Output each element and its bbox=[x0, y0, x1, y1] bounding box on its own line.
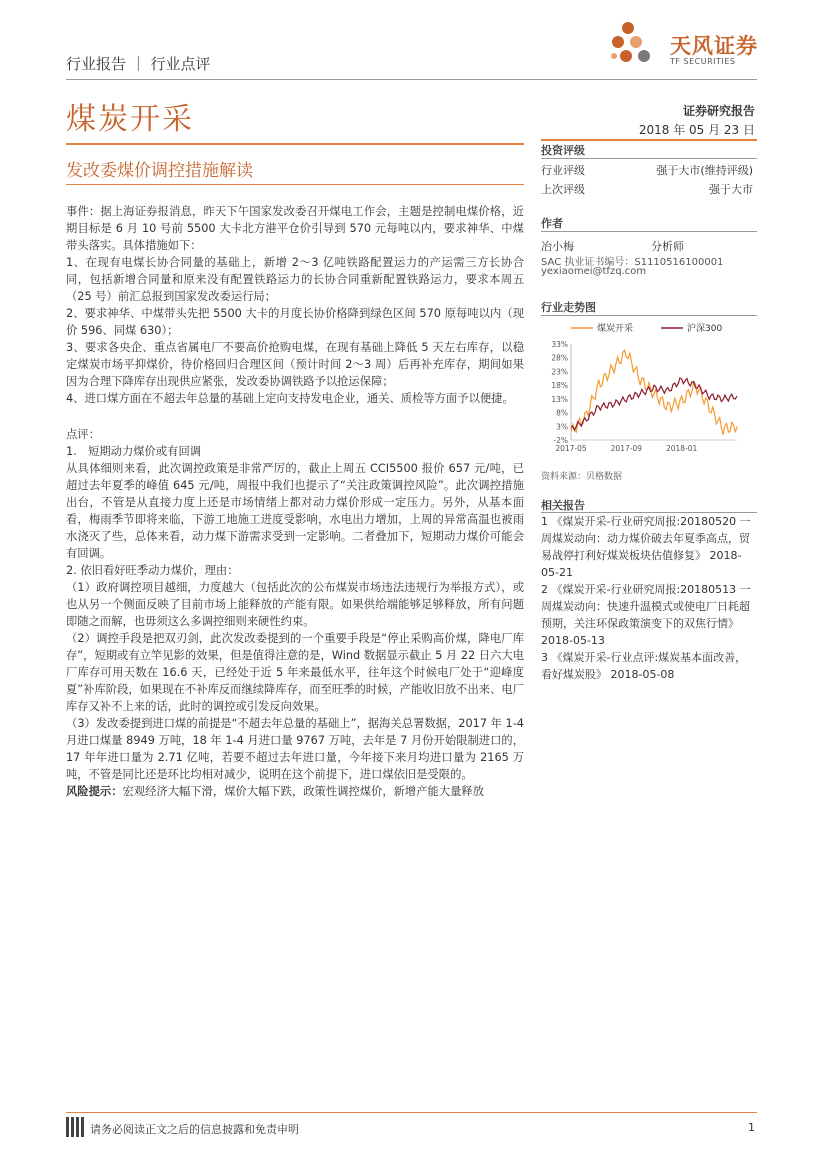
risk-label: 风险提示： bbox=[66, 785, 123, 798]
y-tick-label: 28% bbox=[551, 353, 568, 363]
point-1-text: 从具体细则来看，此次调控政策是非常严厉的，截止上周五 CCI5500 报价 657 元/吨，已超过去年夏季的峰值 645 元/吨，周报中我们也提示了“关注政策调控风险”。此次调控措施出台，不管是从直接力度上还是市场情绪上都对动力煤价形成一定压力。另外，从基本面看，梅雨季节即将来临，下游工地施工进度受影响，水电出力增加，上周的异常高温也被雨水浇灭了些，总体来看，动力煤下游需求受到一定影响。二者叠加下，短期动力煤价可能会有回调。 bbox=[66, 462, 524, 560]
author-divider bbox=[541, 231, 757, 232]
y-tick-label: 3% bbox=[556, 422, 568, 432]
report-date: 2018 年 05 月 23 日 bbox=[638, 123, 755, 137]
page-title: 煤炭开采 bbox=[66, 102, 194, 137]
prev-rating-row bbox=[541, 181, 753, 197]
qr-code-icon bbox=[66, 1117, 86, 1137]
subtitle-divider bbox=[66, 184, 524, 185]
risk-text: 宏观经济大幅下滑，煤价大幅下跌，政策性调控煤价，新增产能大量释放 bbox=[122, 785, 485, 798]
y-tick-label: 13% bbox=[551, 394, 568, 404]
doc-type: 行业报告 ｜ 行业点评 bbox=[66, 55, 211, 73]
prev-rating-value: 强于大市 bbox=[709, 183, 753, 196]
measure-2: 2、要求神华、中煤带头先把 5500 大卡的月度长协价格降到绿色区间 570 原每吨以内（现价 596、同煤 630）； bbox=[66, 307, 524, 337]
y-tick-label: 23% bbox=[551, 367, 568, 377]
trend-heading: 行业走势图 bbox=[541, 301, 596, 314]
x-tick-label: 2017-09 bbox=[610, 444, 643, 453]
measure-4: 4、进口煤方面在不超去年总量的基础上定向支持发电企业，通关、质检等方面予以便捷。 bbox=[66, 392, 514, 405]
header-divider bbox=[66, 79, 757, 80]
point-1-heading: 1. 短期动力煤价或有回调 bbox=[66, 445, 202, 458]
related-item[interactable]: 2 《煤炭开采-行业研究周报:20180513 一周煤炭动向：快速升温模式或使电厂日耗超预期，关注环保政策演变下的双焦行情》 2018-05-13 bbox=[541, 583, 751, 647]
rating-heading: 投资评级 bbox=[541, 144, 585, 157]
author-email[interactable]: yexiaomei@tfzq.com bbox=[541, 266, 647, 277]
related-heading: 相关报告 bbox=[541, 499, 585, 512]
rating-row bbox=[541, 162, 753, 178]
comment-heading: 点评： bbox=[66, 428, 100, 441]
author-role: 分析师 bbox=[651, 240, 684, 253]
related-list bbox=[541, 513, 757, 683]
footer-divider bbox=[66, 1112, 757, 1113]
series-line-coal bbox=[571, 350, 737, 434]
report-type: 证券研究报告 bbox=[682, 104, 755, 118]
event-paragraph: 事件：据上海证券报消息，昨天下午国家发改委召开煤电工作会，主题是控制电煤价格，近期目标是 6 月 10 号前 5500 大卡北方港平仓价引导到 570 元每吨以内，要求神华、中煤带头落实。具体措施如下： bbox=[66, 205, 524, 252]
y-tick-label: 8% bbox=[556, 408, 568, 418]
body-text bbox=[66, 203, 524, 800]
y-tick-label: -2% bbox=[553, 436, 568, 445]
measure-3: 3、要求各央企、重点省属电厂不要高价抢购电煤，在现有基础上降低 5 天左右库存，以稳定煤炭市场平抑煤价，待价格回归合理区间（预计时间 2～3 周）后再补充库存，期间如果因为合理下降库存出现供应紧张，发改委协调铁路予以抢运保障； bbox=[66, 341, 524, 388]
footer-notice: 请务必阅读正文之后的信息披露和免责申明 bbox=[90, 1123, 299, 1136]
title-divider-left bbox=[66, 143, 524, 145]
related-item[interactable]: 1 《煤炭开采-行业研究周报:20180520 一周煤炭动向：动力煤价破去年夏季高点，贸易战停打利好煤炭板块估值修复》 2018-05-21 bbox=[541, 515, 751, 579]
y-tick-label: 18% bbox=[551, 381, 568, 391]
legend-label: 煤炭开采 bbox=[597, 324, 634, 334]
x-tick-label: 2018-01 bbox=[665, 444, 698, 453]
risk-paragraph bbox=[66, 783, 524, 800]
rating-divider bbox=[541, 158, 757, 159]
x-tick-label: 2017-05 bbox=[555, 444, 587, 453]
trend-divider bbox=[541, 315, 757, 316]
point-2-heading: 2. 依旧看好旺季动力煤价，理由： bbox=[66, 564, 239, 577]
logo-text: 天风证券 bbox=[670, 34, 758, 58]
author-row bbox=[541, 238, 753, 254]
title-divider-right bbox=[541, 139, 757, 141]
series-line-hs300 bbox=[571, 378, 737, 430]
logo-subtext: TF SECURITIES bbox=[670, 57, 736, 66]
reason-1: （1）政府调控项目越细，力度越大（包括此次的公布煤炭市场违法违规行为举报方式），或也从另一个侧面反映了目前市场上能释放的产能有限。如果供给端能够足够释放，所有问题即随之而解，也毋须这么多调控细则来硬性约束。 bbox=[66, 581, 524, 628]
rating-value: 强于大市(维持评级) bbox=[656, 164, 753, 177]
rating-label: 行业评级 bbox=[541, 164, 585, 177]
chart-source: 资料来源：贝格数据 bbox=[541, 472, 623, 482]
reason-3: （3）发改委提到进口煤的前提是“不超去年总量的基础上”，据海关总署数据，2017 年 1-4 月进口煤量 8949 万吨，18 年 1-4 月进口量 9767 万吨，去年是 7 月份开始限制进口的，17 年年进口量为 2.71 亿吨，若要不超过去年进口量，今年接下来月均进口量为 2165 万吨，不管是同比还是环比均相对减少，说明在这个前提下，进口煤依旧是受限的。 bbox=[66, 717, 524, 781]
legend-label: 沪深300 bbox=[687, 324, 723, 334]
reason-2: （2）调控手段是把双刃剑，此次发改委提到的一个重要手段是“停止采购高价煤，降电厂库存”，短期或有立竿见影的效果，但是值得注意的是，Wind 数据显示截止 5 月 22 日六大电厂库存可用天数在 16.6 天，已经处于近 5 年来最低水平，往年这个时候电厂处于“迎峰度夏”补库阶段，如果现在不补库反而继续降库存，而至旺季的时候，产能收旧放不出来、电厂库存又补不上来的话，此时的调控或引发反向效果。 bbox=[66, 632, 524, 713]
page-number: 1 bbox=[748, 1121, 755, 1134]
y-tick-label: 33% bbox=[551, 340, 568, 349]
sub-title: 发改委煤价调控措施解读 bbox=[66, 161, 253, 181]
prev-rating-label: 上次评级 bbox=[541, 183, 585, 196]
trend-chart bbox=[541, 318, 757, 460]
author-heading: 作者 bbox=[541, 217, 563, 230]
author-cert: SAC 执业证书编号：S1110516100001 bbox=[541, 257, 724, 268]
related-item[interactable]: 3 《煤炭开采-行业点评:煤炭基本面改善，看好煤炭股》 2018-05-08 bbox=[541, 651, 747, 681]
measure-1: 1、在现有电煤长协合同量的基础上，新增 2～3 亿吨铁路配置运力的产运需三方长协合同，包括新增合同量和原来没有配置铁路运力的长协合同重新配置铁路运力，要求本周五（25 号）前汇总报到国家发改委运行局； bbox=[66, 256, 524, 303]
author-name: 冶小梅 bbox=[541, 240, 574, 253]
